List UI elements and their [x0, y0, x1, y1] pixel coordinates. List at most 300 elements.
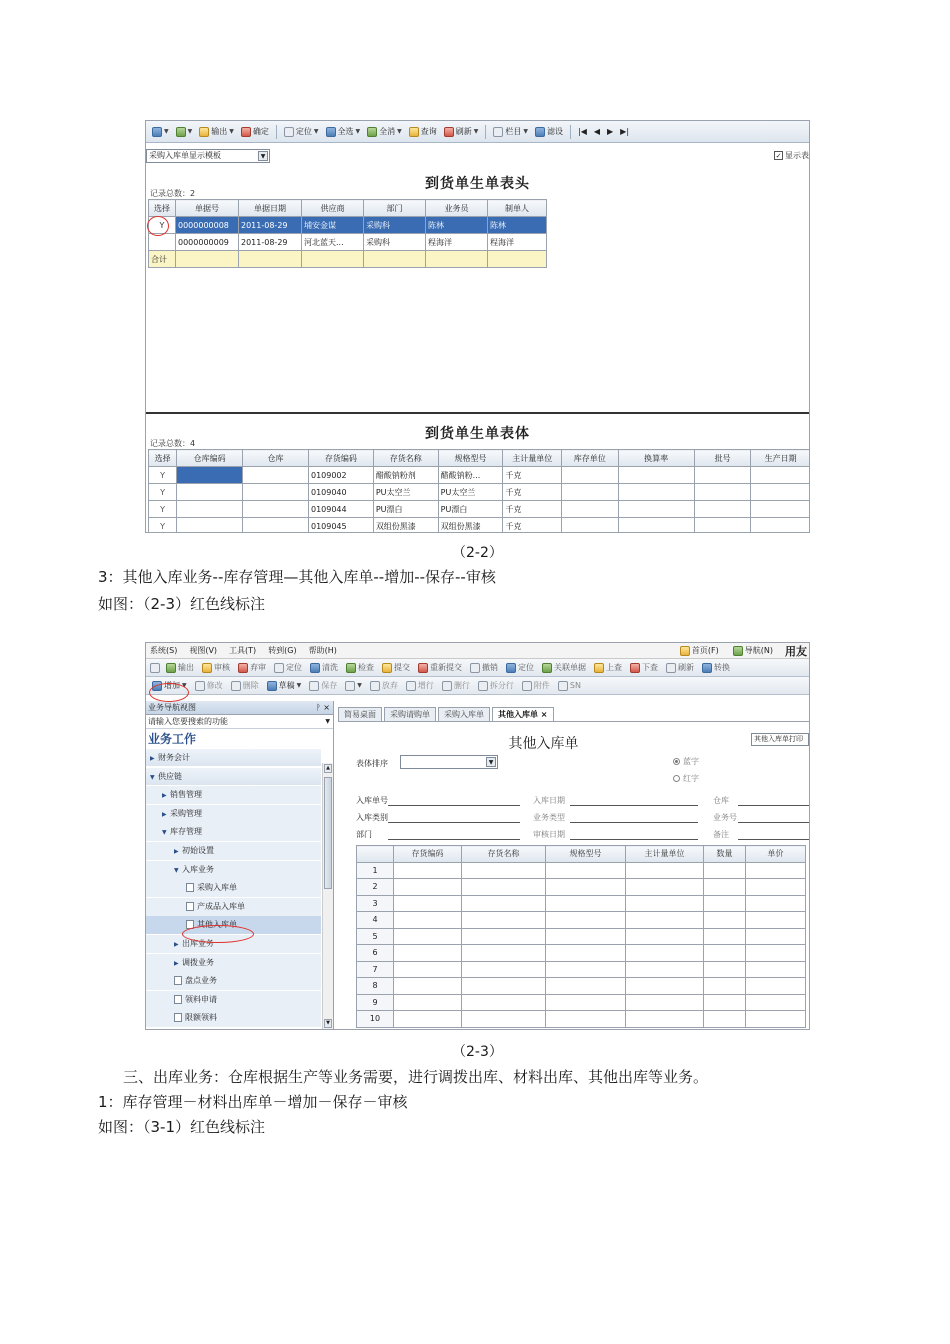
table-cell[interactable] [626, 1011, 704, 1028]
draft-icon [267, 681, 277, 691]
chevron-down-icon[interactable]: ▼ [325, 718, 330, 725]
table-cell[interactable] [704, 978, 746, 995]
checkbox-check-icon[interactable]: ✓ [775, 152, 782, 160]
toolbar-button[interactable] [440, 678, 472, 694]
table-cell[interactable] [694, 467, 750, 484]
table-row[interactable] [357, 1011, 806, 1028]
nav-header-label: 业务导航视图 [148, 703, 196, 712]
table-cell[interactable] [626, 895, 704, 912]
column-header[interactable]: 单据号 [176, 200, 239, 217]
table-row[interactable] [149, 234, 547, 251]
table-cell[interactable]: 双组份黑漆 [373, 518, 438, 534]
table-cell[interactable] [746, 994, 806, 1011]
expanded-icon[interactable]: ▼ [174, 866, 179, 874]
nav-item-6[interactable] [146, 861, 321, 879]
collapsed-icon[interactable]: ▶ [174, 959, 179, 967]
table-cell[interactable] [546, 945, 626, 962]
column-header[interactable]: 单据日期 [239, 200, 302, 217]
table-cell[interactable] [243, 467, 309, 484]
collapsed-icon[interactable]: ▶ [174, 848, 179, 855]
table-row[interactable] [357, 895, 806, 912]
table-row[interactable] [357, 994, 806, 1011]
table-cell[interactable] [751, 518, 810, 534]
nav-item-3[interactable] [146, 805, 321, 823]
nav-item-5[interactable] [146, 842, 321, 860]
nav-item-label: 入库业务 [182, 864, 214, 874]
table-cell[interactable] [626, 879, 704, 896]
table-cell[interactable] [177, 518, 243, 534]
table-cell[interactable] [694, 484, 750, 501]
nav-item-label: 财务会计 [158, 753, 190, 762]
table-cell[interactable] [546, 912, 626, 929]
table-cell[interactable]: 醋酸钠粉剂 [373, 467, 438, 484]
home-icon [680, 646, 690, 656]
table-cell[interactable] [746, 978, 806, 995]
toolbar-button[interactable] [407, 124, 439, 140]
nav-item-11[interactable] [146, 954, 321, 972]
collapsed-icon[interactable]: ▶ [162, 810, 167, 818]
toolbar-button[interactable] [324, 124, 363, 140]
scroll-thumb[interactable] [324, 777, 332, 889]
toolbar-button[interactable] [365, 124, 404, 140]
table-cell[interactable] [626, 994, 704, 1011]
field-input[interactable] [570, 805, 698, 806]
table-cell[interactable] [394, 945, 462, 962]
select-cell[interactable]: Y [149, 217, 176, 234]
nav-item-1[interactable] [146, 768, 321, 786]
column-header[interactable]: 存货编码 [394, 846, 462, 863]
field-input[interactable] [738, 822, 810, 823]
column-header[interactable]: 主计量单位 [626, 846, 704, 863]
chevron-down-icon[interactable]: ▼ [182, 682, 187, 689]
toolbar-separator [485, 125, 486, 139]
template-select[interactable] [146, 149, 270, 163]
table-cell[interactable] [626, 978, 704, 995]
table-cell[interactable] [546, 895, 626, 912]
collapsed-icon[interactable]: ▶ [150, 755, 155, 762]
nav-item-0[interactable] [146, 749, 321, 767]
table-cell[interactable] [562, 484, 618, 501]
select-cell[interactable]: Y [149, 518, 177, 534]
menu-right [678, 643, 809, 659]
table-cell[interactable]: PU太空兰 [438, 484, 503, 501]
table-cell[interactable] [394, 928, 462, 945]
nav-item-7[interactable] [146, 879, 321, 897]
table-cell[interactable] [394, 994, 462, 1011]
table-cell[interactable] [626, 961, 704, 978]
table-cell[interactable] [704, 928, 746, 945]
nav-item-label: 销售管理 [170, 790, 202, 800]
table-cell[interactable] [704, 994, 746, 1011]
table-cell[interactable] [394, 912, 462, 929]
toolbar-button[interactable] [197, 124, 236, 140]
row-number: 8 [357, 978, 394, 995]
table-cell[interactable]: PU漂白 [373, 501, 438, 518]
column-header[interactable]: 换算率 [618, 450, 694, 467]
menu-right-item[interactable] [678, 643, 721, 659]
table-cell[interactable] [562, 518, 618, 534]
select-cell[interactable]: Y [149, 467, 177, 484]
toolbar-button[interactable] [504, 660, 536, 676]
table-cell[interactable] [618, 501, 694, 518]
field-input[interactable] [388, 839, 520, 840]
nav-item-label: 限额领料 [185, 1013, 217, 1023]
toolbar-button[interactable] [200, 660, 232, 676]
menu-item[interactable]: 帮助(H) [308, 646, 337, 655]
table-row[interactable] [149, 484, 811, 501]
table-cell[interactable] [562, 467, 618, 484]
nav-item-label: 调拨业务 [182, 957, 214, 967]
toolbar-button[interactable] [344, 660, 376, 676]
table-cell[interactable] [462, 879, 546, 896]
scroll-up-icon[interactable]: ▲ [324, 764, 332, 773]
table-cell[interactable] [546, 862, 626, 879]
del-row-icon [442, 681, 452, 691]
table-cell[interactable] [462, 928, 546, 945]
table-cell[interactable] [546, 961, 626, 978]
toolbar-button[interactable] [380, 660, 412, 676]
toolbar-button-label: 全选 [337, 127, 354, 136]
table-cell[interactable] [546, 928, 626, 945]
menu-right-item[interactable] [731, 643, 775, 659]
toolbar-secondary [146, 659, 809, 677]
table-cell[interactable] [704, 912, 746, 929]
table-cell[interactable] [546, 994, 626, 1011]
column-header[interactable]: 业务员 [426, 200, 488, 217]
chevron-down-icon[interactable]: ▼ [164, 128, 169, 135]
table-cell[interactable] [462, 978, 546, 995]
column-header[interactable]: 存货名称 [373, 450, 438, 467]
table-cell[interactable] [462, 945, 546, 962]
table-cell[interactable]: PU漂白 [438, 501, 503, 518]
radio-red[interactable] [673, 773, 699, 784]
radio-dot-icon[interactable] [673, 758, 680, 765]
column-header[interactable]: 规格型号 [438, 450, 503, 467]
toolbar-button[interactable] [468, 660, 500, 676]
table-cell[interactable] [704, 862, 746, 879]
template-select-value: 采购入库单显示模板 [149, 151, 221, 160]
toolbar-button[interactable] [416, 660, 464, 676]
tab-2[interactable] [438, 707, 490, 721]
table-cell[interactable]: 醋酸钠粉... [438, 467, 503, 484]
table-cell[interactable] [394, 895, 462, 912]
record-nav-icon[interactable]: ▶ [607, 127, 614, 136]
table-cell[interactable]: 千克 [503, 501, 562, 518]
table-cell[interactable] [394, 879, 462, 896]
table-cell[interactable] [394, 1011, 462, 1028]
print-icon[interactable] [150, 663, 160, 673]
table-cell[interactable] [546, 1011, 626, 1028]
column-header[interactable]: 仓库 [243, 450, 309, 467]
table-cell[interactable] [562, 501, 618, 518]
table-cell: 2011-08-29 [239, 234, 302, 251]
table-cell[interactable] [618, 467, 694, 484]
columns-icon [493, 127, 503, 137]
table-cell[interactable] [462, 961, 546, 978]
table-row[interactable] [357, 945, 806, 962]
table-cell[interactable] [177, 501, 243, 518]
column-header[interactable]: 选择 [149, 200, 176, 217]
table-cell: 采购科 [364, 217, 426, 234]
field-input[interactable] [738, 805, 810, 806]
template-row [146, 149, 809, 165]
tab-3[interactable] [492, 707, 554, 721]
collapsed-icon[interactable]: ▶ [162, 792, 167, 800]
table-cell: 陈林 [426, 217, 488, 234]
toolbar-button[interactable] [307, 678, 339, 694]
menu-item[interactable]: 转到(G) [268, 646, 297, 655]
table-cell[interactable] [694, 501, 750, 518]
table-cell[interactable] [618, 484, 694, 501]
table-cell: 采购科 [364, 234, 426, 251]
collapsed-icon[interactable]: ▶ [174, 941, 179, 948]
toolbar-button[interactable] [272, 660, 304, 676]
menu-item[interactable]: 视图(V) [189, 646, 218, 655]
record-nav-icon[interactable]: ▶| [620, 127, 630, 136]
toolbar-button[interactable] [442, 124, 481, 140]
column-header[interactable]: 选择 [149, 450, 177, 467]
table-cell[interactable]: 双组份黑漆 [438, 518, 503, 534]
expanded-icon[interactable]: ▼ [150, 773, 155, 781]
chevron-down-icon[interactable]: ▼ [296, 682, 302, 689]
toolbar-button[interactable] [239, 124, 271, 140]
table-row[interactable] [357, 879, 806, 896]
table-cell[interactable] [177, 484, 243, 501]
column-header[interactable]: 单价 [746, 846, 806, 863]
column-header[interactable]: 数量 [704, 846, 746, 863]
toolbar-button[interactable] [533, 124, 565, 140]
chevron-down-icon[interactable]: ▼ [473, 128, 479, 135]
refresh-icon [444, 127, 454, 137]
column-header[interactable]: 存货名称 [462, 846, 546, 863]
expanded-icon[interactable]: ▼ [162, 829, 167, 837]
table-row[interactable] [149, 501, 811, 518]
delete-icon [231, 681, 241, 691]
menu-item[interactable]: 系统(S) [150, 646, 178, 655]
nav-item-4[interactable] [146, 823, 321, 841]
chevron-down-icon[interactable]: ▼ [355, 128, 361, 135]
table-cell[interactable] [704, 895, 746, 912]
table-cell: 陈林 [488, 217, 547, 234]
toolbar-button[interactable] [556, 678, 583, 694]
chevron-down-icon[interactable]: ▼ [486, 757, 496, 767]
table-cell[interactable] [746, 862, 806, 879]
table-cell[interactable] [626, 862, 704, 879]
toolbar-button[interactable] [476, 678, 516, 694]
field-input[interactable] [388, 822, 520, 823]
table-row[interactable] [357, 912, 806, 929]
toolbar-button[interactable] [628, 660, 660, 676]
select-cell[interactable] [149, 234, 176, 251]
table-cell[interactable] [746, 912, 806, 929]
toolbar-button[interactable] [592, 660, 624, 676]
table-cell[interactable] [626, 928, 704, 945]
table-cell[interactable] [704, 1011, 746, 1028]
table-row[interactable] [357, 961, 806, 978]
select-cell[interactable]: Y [149, 501, 177, 518]
field-input[interactable] [738, 839, 810, 840]
table-cell[interactable] [243, 501, 309, 518]
toolbar-button[interactable] [164, 660, 196, 676]
toolbar-button[interactable] [308, 660, 340, 676]
column-header[interactable]: 供应商 [302, 200, 364, 217]
chevron-down-icon[interactable]: ▼ [258, 151, 268, 161]
record-nav-icon[interactable]: ◀ [593, 127, 601, 136]
nav-search-input[interactable] [146, 715, 333, 729]
scroll-down-icon[interactable]: ▼ [324, 1019, 332, 1028]
table-cell[interactable] [746, 895, 806, 912]
caption-2-2: （2-2） [452, 545, 503, 561]
field-label: 入库日期 [533, 796, 565, 805]
table-cell[interactable] [704, 945, 746, 962]
table-cell[interactable] [243, 518, 309, 534]
nav-item-12[interactable] [146, 972, 321, 990]
table-cell[interactable]: 0109045 [308, 518, 373, 534]
table-cell[interactable] [626, 912, 704, 929]
column-header[interactable]: 规格型号 [546, 846, 626, 863]
table-cell[interactable] [704, 879, 746, 896]
document-icon [174, 976, 182, 985]
show-header-checkbox[interactable] [774, 150, 809, 161]
print-icon [152, 127, 162, 137]
toolbar-button[interactable] [174, 124, 195, 140]
table-row[interactable] [357, 862, 806, 879]
table-cell[interactable] [746, 945, 806, 962]
toolbar-button[interactable] [343, 678, 364, 694]
field-input[interactable] [570, 839, 698, 840]
table-cell[interactable] [751, 484, 810, 501]
toolbar-button[interactable] [664, 660, 696, 676]
table-cell[interactable] [462, 994, 546, 1011]
table-cell[interactable] [394, 978, 462, 995]
field-input[interactable] [388, 805, 520, 806]
pin-close-icon[interactable]: ᚹ × [315, 703, 330, 712]
chevron-down-icon[interactable]: ▼ [187, 128, 193, 135]
table-cell[interactable] [177, 467, 243, 484]
sort-select[interactable] [400, 755, 498, 769]
chevron-down-icon[interactable]: ▼ [229, 128, 234, 135]
toolbar-icon [202, 663, 212, 673]
table-cell[interactable] [462, 912, 546, 929]
table-cell[interactable] [243, 484, 309, 501]
table-row[interactable] [357, 928, 806, 945]
toolbar-button[interactable] [265, 678, 304, 694]
field-input[interactable] [570, 822, 698, 823]
table-cell[interactable]: 千克 [503, 518, 562, 534]
table-cell[interactable] [462, 895, 546, 912]
nav-item-8[interactable] [146, 898, 321, 916]
table-cell[interactable] [746, 879, 806, 896]
table-cell[interactable] [618, 518, 694, 534]
table-cell[interactable] [746, 961, 806, 978]
close-icon[interactable]: × [538, 710, 548, 719]
tab-0[interactable] [338, 707, 382, 721]
toolbar-icon [310, 663, 320, 673]
table-cell[interactable] [751, 501, 810, 518]
table-cell[interactable] [546, 978, 626, 995]
column-header[interactable]: 存货编码 [308, 450, 373, 467]
table-row[interactable] [149, 467, 811, 484]
nav-scrollbar[interactable] [322, 763, 333, 1029]
toolbar-button-label: 修改 [206, 681, 223, 690]
radio-blue[interactable] [673, 756, 699, 767]
column-header[interactable]: 库存单位 [562, 450, 618, 467]
nav-item-13[interactable] [146, 991, 321, 1009]
total-cell [239, 251, 302, 268]
radio-dot-icon[interactable] [673, 775, 680, 782]
select-cell[interactable]: Y [149, 484, 177, 501]
column-header[interactable]: 仓库编码 [177, 450, 243, 467]
toolbar-button[interactable] [491, 124, 530, 140]
toolbar-button[interactable] [236, 660, 268, 676]
toolbar-button[interactable] [150, 124, 171, 140]
table-cell[interactable]: 0109044 [308, 501, 373, 518]
table-cell[interactable] [462, 1011, 546, 1028]
table-row[interactable] [357, 978, 806, 995]
chevron-down-icon[interactable]: ▼ [397, 128, 402, 135]
chevron-down-icon[interactable]: ▼ [523, 128, 528, 135]
table-cell[interactable]: PU太空兰 [373, 484, 438, 501]
table-cell[interactable] [746, 1011, 806, 1028]
column-header[interactable]: 部门 [364, 200, 426, 217]
toolbar-button[interactable] [404, 678, 436, 694]
column-header[interactable]: 制单人 [488, 200, 547, 217]
header-section-title: 到货单生单表头 [425, 176, 530, 192]
table-cell[interactable]: 0109040 [308, 484, 373, 501]
toolbar-button[interactable] [540, 660, 588, 676]
toolbar-button[interactable] [193, 678, 225, 694]
toolbar-button[interactable] [368, 678, 400, 694]
table-cell[interactable] [694, 518, 750, 534]
table-row[interactable] [149, 518, 811, 534]
tab-label: 其他入库单 [498, 710, 538, 719]
toolbar-button-label: 撤销 [482, 663, 498, 672]
chevron-down-icon[interactable]: ▼ [357, 682, 362, 689]
column-header[interactable]: 主计量单位 [503, 450, 562, 467]
chevron-down-icon[interactable]: ▼ [313, 128, 319, 135]
toolbar-button[interactable] [282, 124, 321, 140]
table-cell[interactable] [394, 862, 462, 879]
menu-right-label: 导航(N) [744, 646, 773, 655]
table-cell[interactable] [626, 945, 704, 962]
table-row[interactable] [149, 217, 547, 234]
toolbar-button-label: 上查 [606, 663, 622, 672]
table-cell[interactable] [462, 862, 546, 879]
table-cell[interactable] [751, 467, 810, 484]
table-cell[interactable] [704, 961, 746, 978]
nav-item-14[interactable] [146, 1009, 321, 1027]
toolbar-button[interactable] [700, 660, 732, 676]
nav-title: 业务工作 [148, 732, 197, 746]
table-cell[interactable] [546, 879, 626, 896]
table-cell[interactable] [746, 928, 806, 945]
table-cell[interactable]: 千克 [503, 484, 562, 501]
column-header[interactable]: 批号 [694, 450, 750, 467]
query-icon [409, 127, 419, 137]
toolbar-button[interactable] [229, 678, 261, 694]
print-template-select[interactable]: 其他入库单打印 [751, 733, 809, 746]
tab-1[interactable] [384, 707, 436, 721]
table-cell[interactable]: 0109002 [308, 467, 373, 484]
nav-item-2[interactable] [146, 786, 321, 804]
table-cell[interactable]: 千克 [503, 467, 562, 484]
table-cell[interactable] [394, 961, 462, 978]
column-header[interactable]: 生产日期 [751, 450, 810, 467]
toolbar-button[interactable] [520, 678, 552, 694]
toolbar-button-label: 查询 [420, 127, 437, 136]
record-nav-icon[interactable]: |◀ [578, 127, 587, 136]
menu-item[interactable]: 工具(T) [229, 646, 257, 655]
